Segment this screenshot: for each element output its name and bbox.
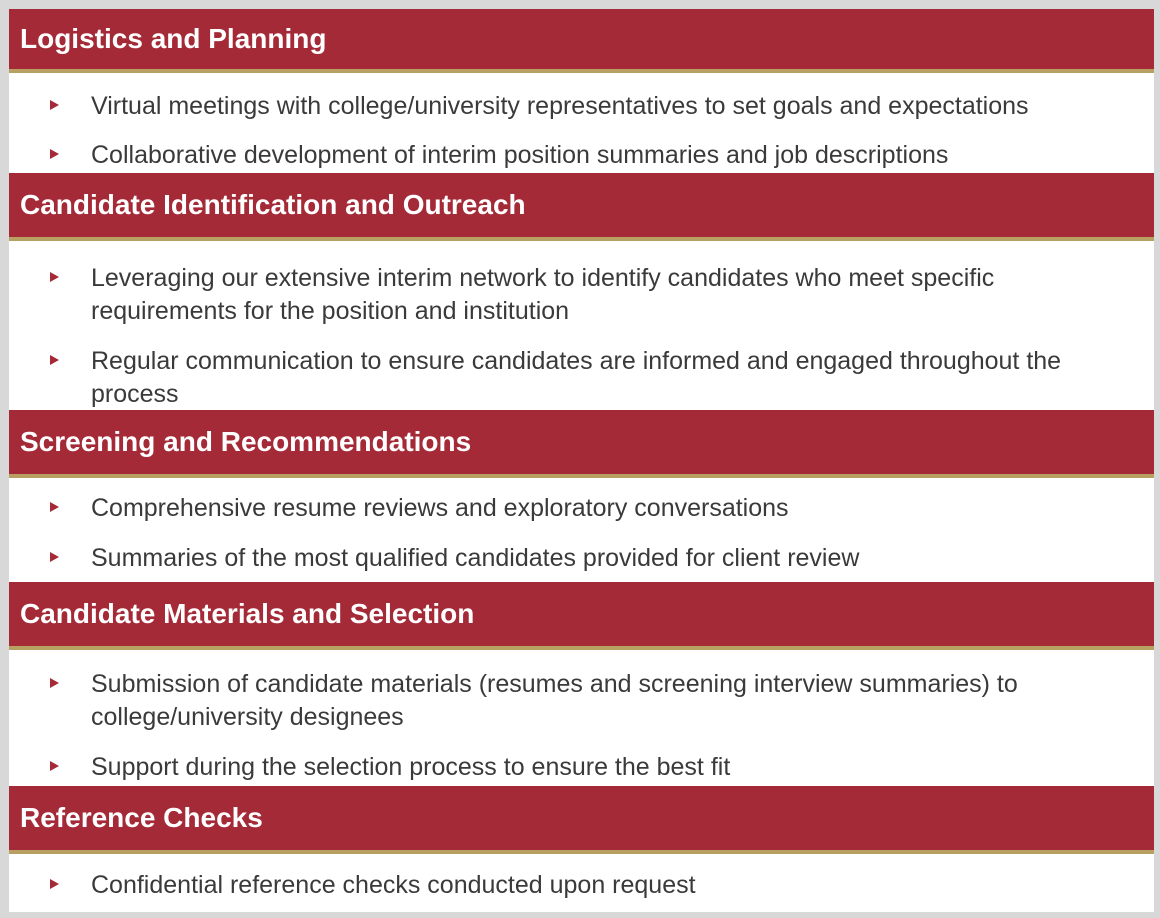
triangle-bullet-icon xyxy=(50,355,59,365)
triangle-bullet-icon xyxy=(50,879,59,889)
triangle-bullet-icon xyxy=(50,149,59,159)
list-item-text: Summaries of the most qualified candidates provided for client review xyxy=(91,544,860,572)
section-title: Reference Checks xyxy=(20,802,263,833)
section-body-candidate-materials xyxy=(9,650,1154,784)
section-header-logistics xyxy=(9,9,1154,73)
section-body-reference-checks xyxy=(9,854,1154,912)
list-item-text: Submission of candidate materials (resumes and screening interview summaries) to college/university designees xyxy=(91,670,1018,731)
section-header-reference-checks xyxy=(9,786,1154,854)
section-body-logistics xyxy=(9,73,1154,171)
triangle-bullet-icon xyxy=(50,100,59,110)
triangle-bullet-icon xyxy=(50,552,59,562)
triangle-bullet-icon xyxy=(50,272,59,282)
section-body-candidate-identification xyxy=(9,241,1154,407)
services-panel xyxy=(9,9,1154,912)
section-title: Screening and Recommendations xyxy=(20,426,472,457)
list-item-text: Support during the selection process to ensure the best fit xyxy=(91,753,731,781)
triangle-bullet-icon xyxy=(50,761,59,771)
list-item-text: Leveraging our extensive interim network to identify candidates who meet specific requirements for the position and institution xyxy=(91,264,995,325)
list-item-text: Virtual meetings with college/university representatives to set goals and expectations xyxy=(91,92,1029,120)
section-header-screening xyxy=(9,410,1154,478)
section-header-candidate-materials xyxy=(9,582,1154,650)
section-header-candidate-identification xyxy=(9,173,1154,241)
list-item-text: Collaborative development of interim position summaries and job descriptions xyxy=(91,141,949,169)
section-title: Candidate Identification and Outreach xyxy=(20,189,526,220)
triangle-bullet-icon xyxy=(50,678,59,688)
list-item-text: Confidential reference checks conducted upon request xyxy=(91,871,696,899)
list-item-text: Comprehensive resume reviews and exploratory conversations xyxy=(91,494,789,522)
triangle-bullet-icon xyxy=(50,502,59,512)
section-body-screening xyxy=(9,478,1154,580)
section-title: Candidate Materials and Selection xyxy=(20,598,475,629)
section-title: Logistics and Planning xyxy=(20,23,327,54)
list-item-text: Regular communication to ensure candidates are informed and engaged throughout the process xyxy=(91,347,1062,408)
